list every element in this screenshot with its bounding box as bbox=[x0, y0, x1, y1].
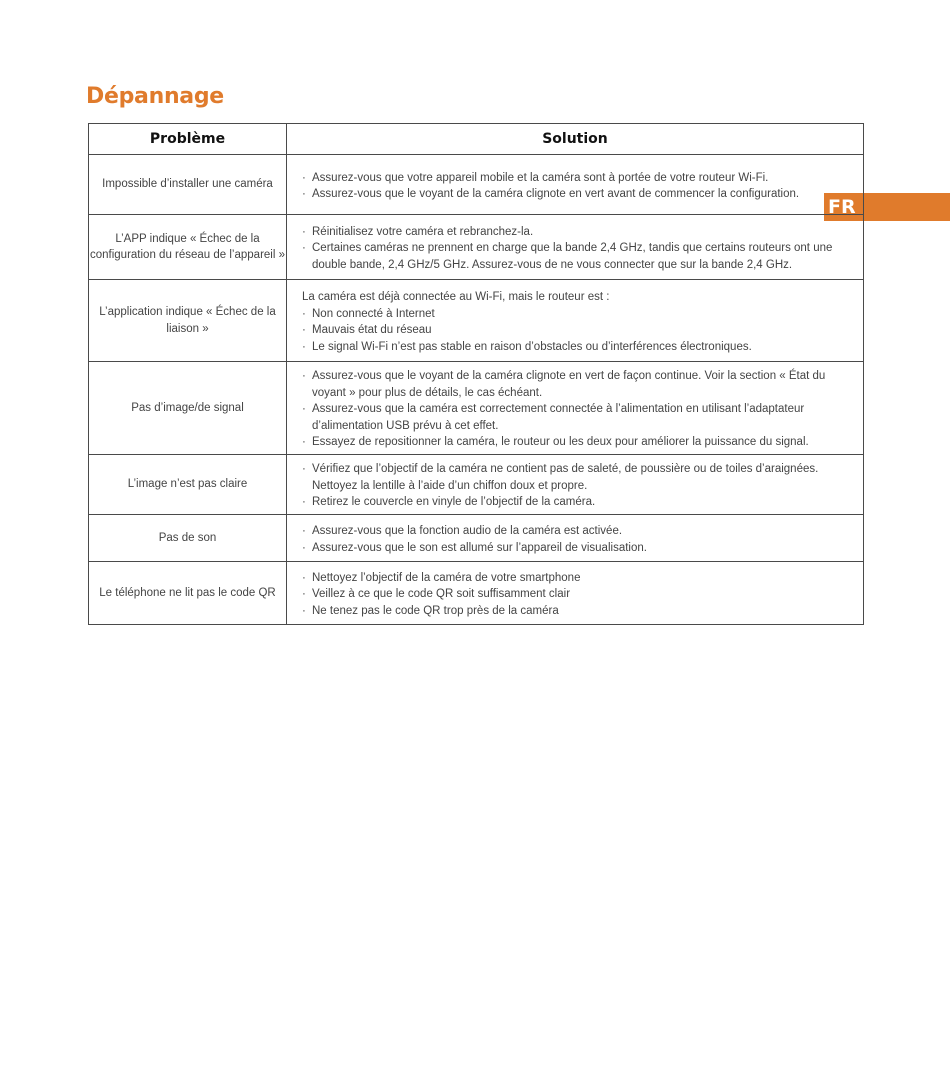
solution-item: · Essayez de repositionner la caméra, le routeur ou les deux pour améliorer la puissance du signal. bbox=[302, 434, 853, 451]
table-row bbox=[89, 215, 864, 280]
solution-list bbox=[302, 170, 853, 203]
solution-cell bbox=[287, 280, 864, 362]
solution-item: · Non connecté à Internet bbox=[302, 306, 853, 323]
solution-item: · Assurez-vous que votre appareil mobile et la caméra sont à portée de votre routeur Wi-Fi. bbox=[302, 170, 853, 187]
table-row bbox=[89, 362, 864, 455]
table-row bbox=[89, 562, 864, 625]
solution-list bbox=[302, 461, 853, 511]
solution-cell bbox=[287, 455, 864, 515]
language-tab: FR bbox=[824, 193, 950, 221]
table-row bbox=[89, 455, 864, 515]
solution-item: · Réinitialisez votre caméra et rebranchez-la. bbox=[302, 224, 853, 241]
solution-item: · Mauvais état du réseau bbox=[302, 322, 853, 339]
solution-list bbox=[302, 368, 853, 451]
solution-list bbox=[302, 570, 853, 620]
solution-item: · Certaines caméras ne prennent en charge que la bande 2,4 GHz, tandis que certains routeurs ont une double bande, 2,4 GHz/5 GHz. Assurez-vous de ne vous connecter que sur la bande 2,4 GHz. bbox=[302, 240, 853, 273]
solution-item: · Le signal Wi-Fi n’est pas stable en raison d’obstacles ou d’interférences électroniques. bbox=[302, 339, 853, 356]
table-row bbox=[89, 155, 864, 215]
solution-cell bbox=[287, 362, 864, 455]
solution-item: · Assurez-vous que la fonction audio de la caméra est activée. bbox=[302, 523, 853, 540]
solution-item: · Vérifiez que l’objectif de la caméra ne contient pas de saleté, de poussière ou de toiles d’araignées. Nettoyez la lentille à l’aide d’un chiffon doux et propre. bbox=[302, 461, 853, 494]
table-header-row bbox=[89, 124, 864, 155]
solution-list bbox=[302, 306, 853, 356]
solution-item: · Retirez le couvercle en vinyle de l’objectif de la caméra. bbox=[302, 494, 853, 511]
troubleshooting-table bbox=[88, 123, 864, 625]
solution-item: · Assurez-vous que le son est allumé sur l’appareil de visualisation. bbox=[302, 540, 853, 557]
solution-item: · Assurez-vous que la caméra est correctement connectée à l’alimentation en utilisant l’adaptateur d’alimentation USB prévu à cet effet. bbox=[302, 401, 853, 434]
solution-cell bbox=[287, 215, 864, 280]
solution-list bbox=[302, 523, 853, 556]
solution-cell bbox=[287, 515, 864, 562]
solution-cell bbox=[287, 562, 864, 625]
problem-cell: L’application indique « Échec de la liaison » bbox=[89, 280, 287, 362]
problem-cell: L’image n’est pas claire bbox=[89, 455, 287, 515]
solution-item: · Ne tenez pas le code QR trop près de la caméra bbox=[302, 603, 853, 620]
problem-cell: Pas de son bbox=[89, 515, 287, 562]
problem-cell: Pas d’image/de signal bbox=[89, 362, 287, 455]
table-row bbox=[89, 515, 864, 562]
solution-cell bbox=[287, 155, 864, 215]
table-row bbox=[89, 280, 864, 362]
problem-cell: Le téléphone ne lit pas le code QR bbox=[89, 562, 287, 625]
solution-item: · Assurez-vous que le voyant de la caméra clignote en vert avant de commencer la configuration. bbox=[302, 186, 853, 203]
solution-list bbox=[302, 224, 853, 274]
solution-item: · Assurez-vous que le voyant de la caméra clignote en vert de façon continue. Voir la section « État du voyant » pour plus de détails, le cas échéant. bbox=[302, 368, 853, 401]
solution-item: · Veillez à ce que le code QR soit suffisamment clair bbox=[302, 586, 853, 603]
problem-cell: L’APP indique « Échec de la configuration du réseau de l’appareil » bbox=[89, 215, 287, 280]
solution-item: · Nettoyez l’objectif de la caméra de votre smartphone bbox=[302, 570, 853, 587]
problem-column-header: Problème bbox=[89, 124, 287, 155]
solution-column-header: Solution bbox=[287, 124, 864, 155]
page-title: Dépannage bbox=[86, 84, 224, 109]
solution-intro: La caméra est déjà connectée au Wi-Fi, mais le routeur est : bbox=[302, 291, 610, 303]
problem-cell: Impossible d’installer une caméra bbox=[89, 155, 287, 215]
